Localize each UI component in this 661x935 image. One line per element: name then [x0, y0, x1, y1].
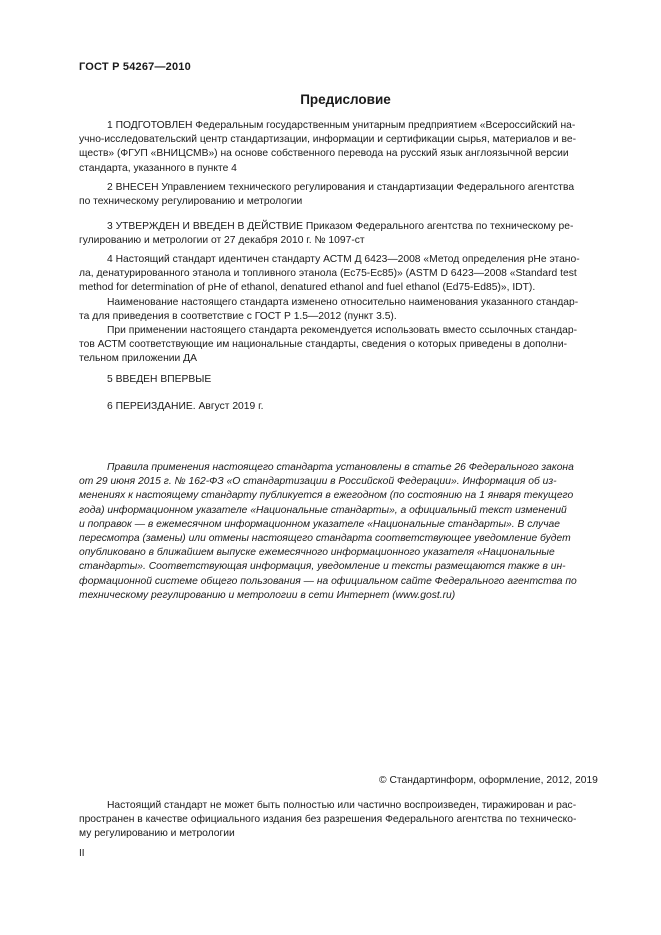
- paragraph-line: ла, денатурированного этанола и топливного этанола (Ес75-Ес85)» (ASTM D 6423—2008 «Standard test: [79, 268, 577, 280]
- paragraph-line: При применении настоящего стандарта рекомендуется использовать вместо ссылочных стандар-: [107, 325, 578, 337]
- notice-line: опубликовано в ближайшем выпуске ежемесячного информационного указателя «Национальные: [79, 547, 555, 559]
- paragraph-line: 1 ПОДГОТОВЛЕН Федеральным государственным унитарным предприятием «Всероссийский на-: [107, 120, 576, 131]
- paragraph-line: учно-исследовательский центр стандартизации, информации и сертификации сырья, материалов и ве-: [79, 134, 576, 146]
- paragraph-line: ществ» (ФГУП «ВНИЦСМВ») на основе собственного перевода на русский язык англоязычной версии: [79, 148, 569, 160]
- notice-line: года) информационном указателе «Национальные стандарты», а официальный текст изменений: [79, 504, 567, 516]
- paragraph-3: [79, 220, 616, 248]
- paragraph-4: [79, 253, 616, 367]
- paragraph-line: method for determination of pHe of ethanol, denatured ethanol and fuel ethanol (Ed75-Ed85)», IDT).: [79, 282, 536, 294]
- notice-line: формационной системе общего пользования — на официальном сайте Федерального агентства по: [79, 575, 577, 587]
- paragraph-line: 5 ВВЕДЕН ВПЕРВЫЕ: [107, 374, 212, 385]
- paragraph-1: [79, 119, 616, 176]
- paragraph-line: 4 Настоящий стандарт идентичен стандарту АСТМ Д 6423—2008 «Метод определения pHe этано-: [107, 254, 580, 265]
- notice-line: и поправок — в ежемесячном информационном указателе «Национальные стандарты». В случае: [79, 518, 560, 530]
- notice-line: техническому регулированию и метрологии в сети Интернет (www.gost.ru): [79, 589, 456, 601]
- paragraph-6: [79, 400, 616, 414]
- paragraph-line: гулированию и метрологии от 27 декабря 2010 г. № 1097-ст: [79, 235, 365, 247]
- paragraph-line: 3 УТВЕРЖДЕН И ВВЕДЕН В ДЕЙСТВИЕ Приказом Федерального агентства по техническому ре-: [107, 221, 574, 232]
- paragraph-line: 6 ПЕРЕИЗДАНИЕ. Август 2019 г.: [107, 401, 264, 412]
- notice-line: пересмотра (замены) или отмены настоящего стандарта соответствующее уведомление будет: [79, 533, 571, 545]
- paragraph-line: тельном приложении ДА: [79, 353, 198, 365]
- copyright-line: © Стандартинформ, оформление, 2012, 2019: [379, 775, 598, 786]
- legal-notice: [79, 461, 616, 603]
- paragraph-line: та для приведения в соответствие с ГОСТ Р 1.5—2012 (пункт 3.5).: [79, 310, 397, 322]
- notice-line: пространен в качестве официального издания без разрешения Федерального агентства по техническо-: [79, 814, 577, 826]
- page-title: Предисловие: [300, 92, 391, 107]
- paragraph-line: тов АСТМ соответствующие им национальные стандарты, сведения о которых приведены в дополни-: [79, 339, 568, 351]
- notice-line: от 29 июня 2015 г. № 162-ФЗ «О стандартизации в Российской Федерации». Информация об из-: [79, 476, 557, 488]
- notice-line: менениях к настоящему стандарту публикуется в ежегодном (по состоянию на 1 января текущего: [79, 490, 574, 502]
- notice-line: Настоящий стандарт не может быть полностью или частично воспроизведен, тиражирован и рас-: [107, 800, 577, 811]
- notice-line: му регулированию и метрологии: [79, 828, 235, 840]
- notice-line: стандарты». Соответствующая информация, уведомление и тексты размещаются также в ин-: [79, 561, 566, 573]
- notice-line: Правила применения настоящего стандарта установлены в статье 26 Федерального закона: [107, 462, 574, 473]
- paragraph-5: [79, 373, 616, 387]
- document-header: ГОСТ Р 54267—2010: [79, 61, 191, 73]
- paragraph-line: по техническому регулированию и метрологии: [79, 196, 303, 208]
- paragraph-line: стандарта, указанного в пункте 4: [79, 162, 237, 174]
- page-number: II: [79, 848, 85, 859]
- reproduction-notice: [79, 799, 616, 842]
- paragraph-2: [79, 181, 616, 209]
- paragraph-line: 2 ВНЕСЕН Управлением технического регулирования и стандартизации Федерального агентства: [107, 182, 575, 193]
- paragraph-line: Наименование настоящего стандарта изменено относительно наименования указанного стандар-: [107, 296, 579, 308]
